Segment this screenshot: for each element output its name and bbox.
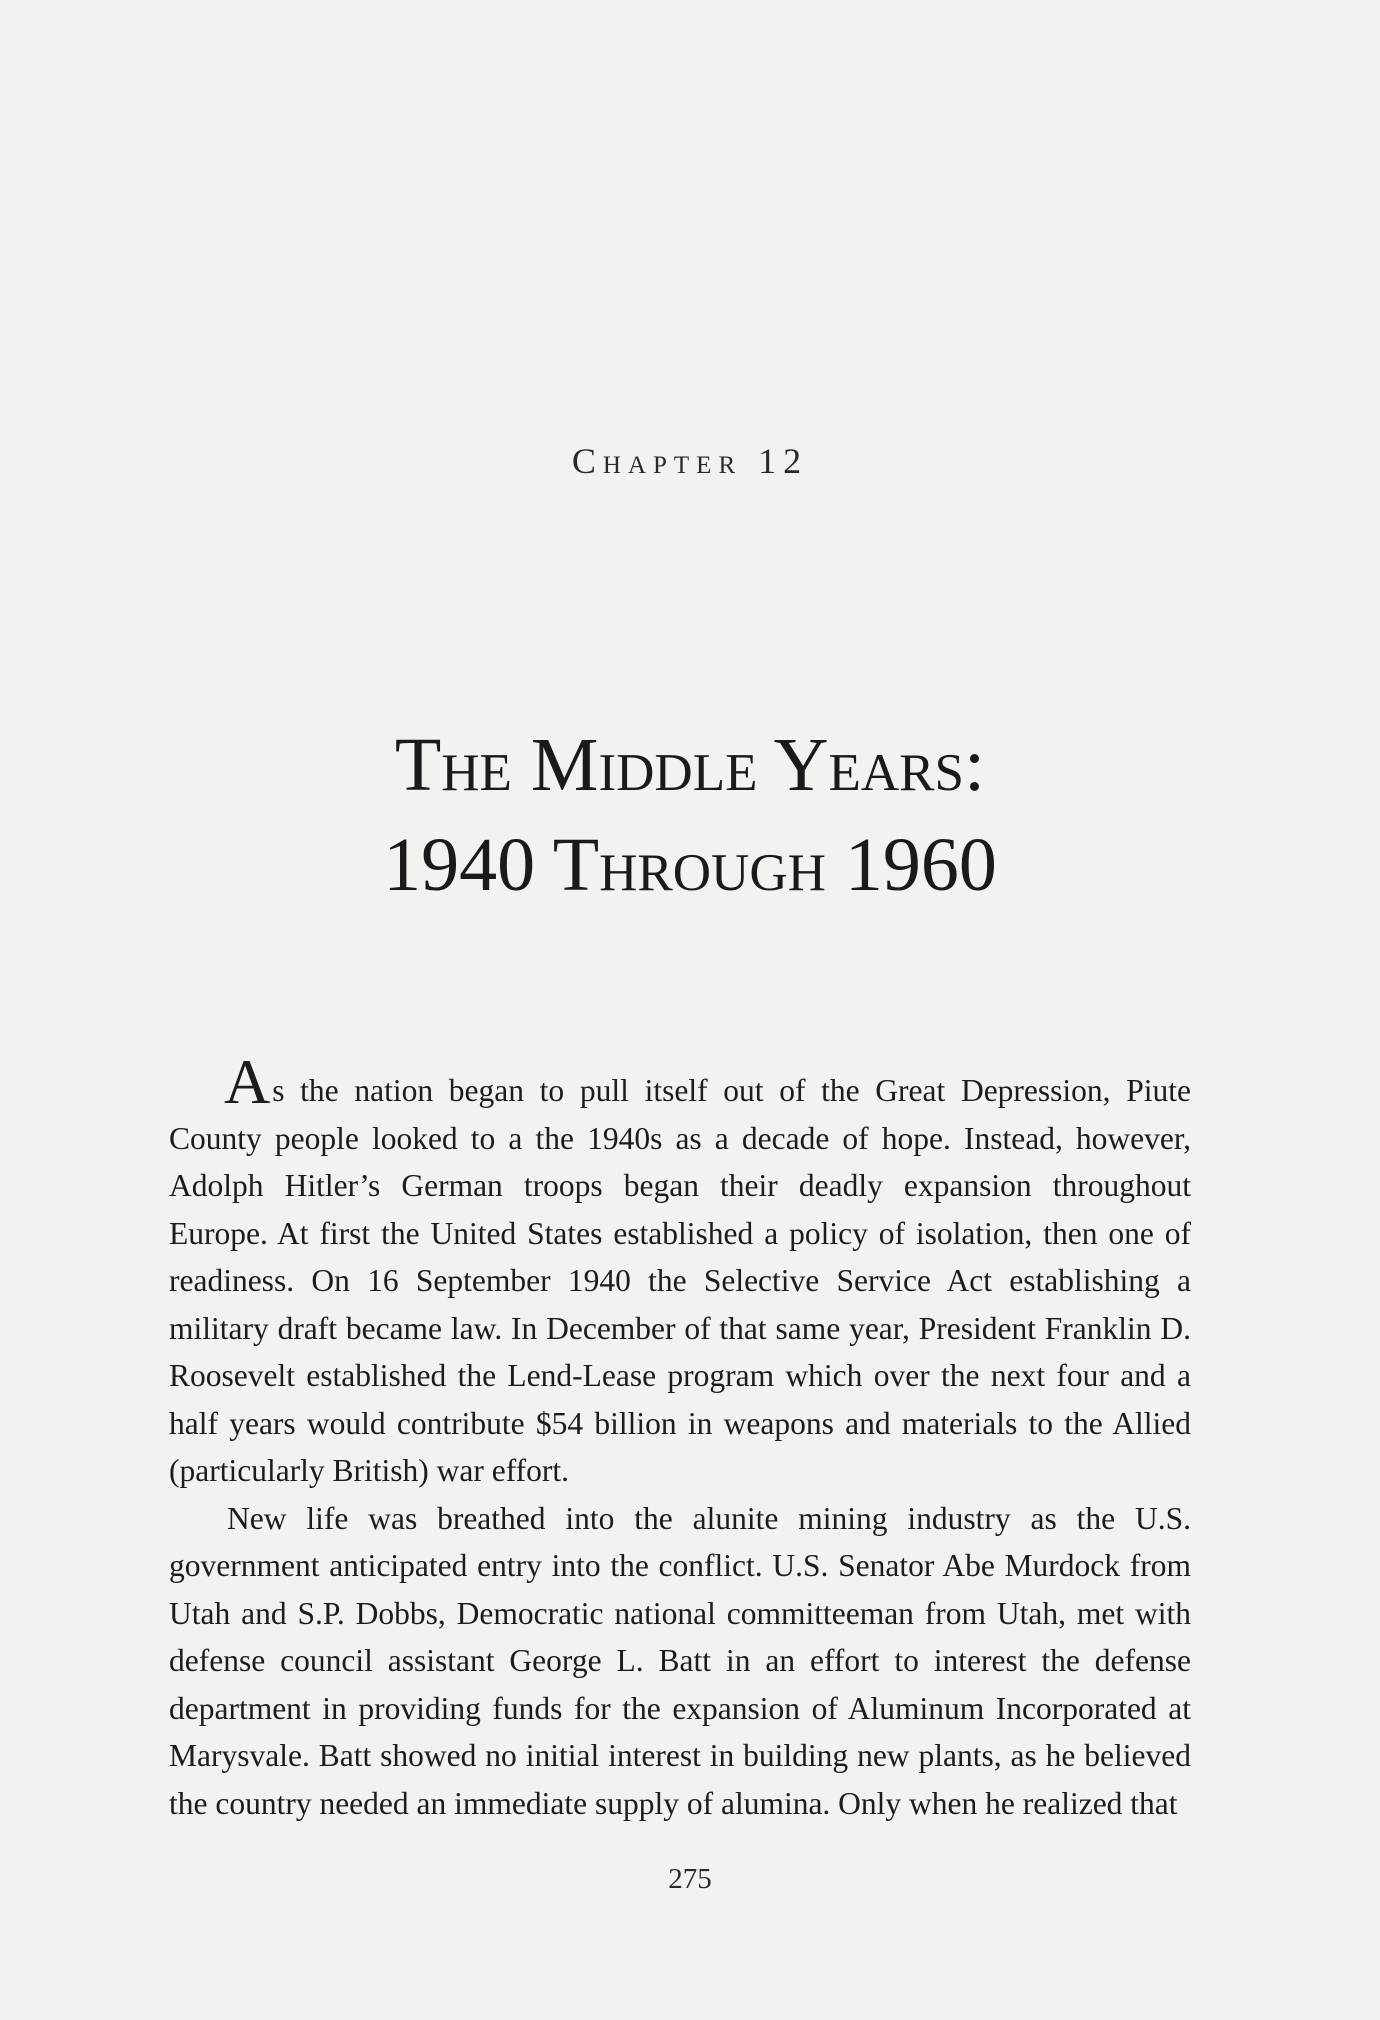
chapter-title-line-1: The Middle Years: <box>394 723 986 807</box>
body-text <box>169 1046 1191 1827</box>
chapter-label: Chapter 12 <box>571 441 809 481</box>
paragraph-1 <box>169 1046 1191 1495</box>
chapter-title-line-2: 1940 Through 1960 <box>383 823 997 907</box>
paragraph-2: New life was breathed into the alunite mining industry as the U.S. government anticipated entry into the conflict. U.S. Senator Abe Murdock from Utah and S.P. Dobbs, Democratic national committeeman from Utah, met with defense council assistant George L. Batt in an effort to interest the defense department in providing funds for the expansion of Aluminum Incorporated at Marysvale. Batt showed no initial interest in building new plants, as he believed the country needed an immediate supply of alumina. Only when he realized that <box>169 1500 1191 1821</box>
drop-cap: A <box>224 1046 271 1117</box>
paragraph-1-text: s the nation began to pull itself out of the Great Depression, Piute County people looked to a the 1940s as a decade of hope. Instead, however, Adolph Hitler’s German troops began their deadly expansion throughout Europe. At first the United States established a policy of isolation, then one of readiness. On 16 September 1940 the Selective Service Act establishing a military draft became law. In December of that same year, President Franklin D. Roosevelt established the Lend-Lease program which over the next four and a half years would contribute $54 billion in weapons and materials to the Allied (particularly British) war effort. <box>169 1073 1191 1488</box>
page-number: 275 <box>668 1863 712 1895</box>
chapter-title <box>0 715 1380 915</box>
